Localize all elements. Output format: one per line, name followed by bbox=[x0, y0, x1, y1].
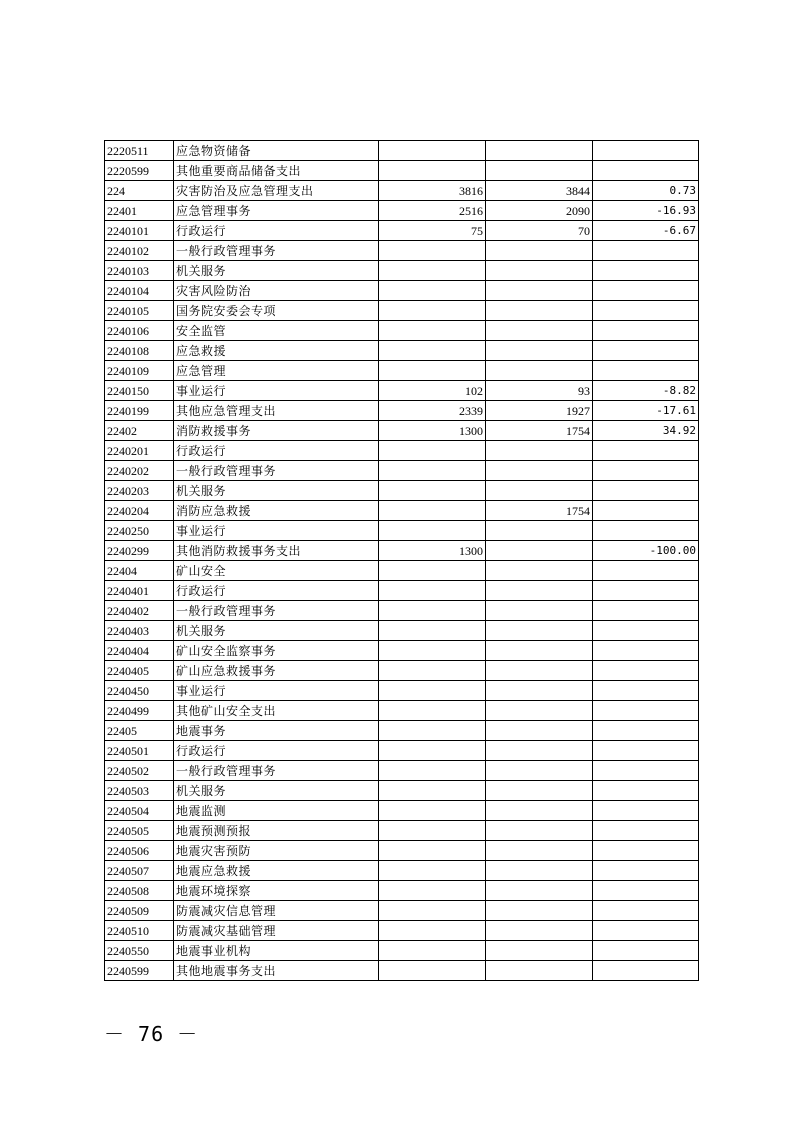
change-percent-cell bbox=[593, 641, 699, 661]
amount-cell-2 bbox=[486, 661, 593, 681]
amount-cell-2 bbox=[486, 581, 593, 601]
code-cell: 2240150 bbox=[105, 381, 174, 401]
amount-cell-2: 1754 bbox=[486, 501, 593, 521]
table-body bbox=[105, 141, 699, 981]
name-cell: 其他地震事务支出 bbox=[174, 961, 379, 981]
code-cell: 2240103 bbox=[105, 261, 174, 281]
amount-cell-1 bbox=[379, 761, 486, 781]
amount-cell-1: 1300 bbox=[379, 421, 486, 441]
change-percent-cell bbox=[593, 341, 699, 361]
amount-cell-2 bbox=[486, 761, 593, 781]
change-percent-cell bbox=[593, 741, 699, 761]
name-cell: 事业运行 bbox=[174, 521, 379, 541]
table-row bbox=[105, 661, 699, 681]
table-row bbox=[105, 881, 699, 901]
amount-cell-2 bbox=[486, 801, 593, 821]
table-row bbox=[105, 701, 699, 721]
table-row bbox=[105, 321, 699, 341]
change-percent-cell: -8.82 bbox=[593, 381, 699, 401]
amount-cell-2 bbox=[486, 241, 593, 261]
change-percent-cell: -6.67 bbox=[593, 221, 699, 241]
code-cell: 2240405 bbox=[105, 661, 174, 681]
name-cell: 应急救援 bbox=[174, 341, 379, 361]
code-cell: 2240108 bbox=[105, 341, 174, 361]
amount-cell-2 bbox=[486, 921, 593, 941]
amount-cell-2 bbox=[486, 161, 593, 181]
table-row bbox=[105, 841, 699, 861]
amount-cell-1 bbox=[379, 841, 486, 861]
change-percent-cell bbox=[593, 561, 699, 581]
change-percent-cell: -17.61 bbox=[593, 401, 699, 421]
name-cell: 一般行政管理事务 bbox=[174, 241, 379, 261]
change-percent-cell bbox=[593, 881, 699, 901]
name-cell: 地震预测预报 bbox=[174, 821, 379, 841]
code-cell: 2240499 bbox=[105, 701, 174, 721]
name-cell: 地震监测 bbox=[174, 801, 379, 821]
amount-cell-1 bbox=[379, 661, 486, 681]
code-cell: 2240105 bbox=[105, 301, 174, 321]
table-row bbox=[105, 401, 699, 421]
name-cell: 矿山安全监察事务 bbox=[174, 641, 379, 661]
change-percent-cell bbox=[593, 721, 699, 741]
change-percent-cell bbox=[593, 301, 699, 321]
code-cell: 2240504 bbox=[105, 801, 174, 821]
code-cell: 2240510 bbox=[105, 921, 174, 941]
table-row bbox=[105, 921, 699, 941]
name-cell: 一般行政管理事务 bbox=[174, 601, 379, 621]
amount-cell-2: 3844 bbox=[486, 181, 593, 201]
amount-cell-1: 1300 bbox=[379, 541, 486, 561]
amount-cell-1 bbox=[379, 161, 486, 181]
amount-cell-2: 93 bbox=[486, 381, 593, 401]
table-row bbox=[105, 561, 699, 581]
amount-cell-2: 2090 bbox=[486, 201, 593, 221]
change-percent-cell bbox=[593, 501, 699, 521]
amount-cell-2 bbox=[486, 521, 593, 541]
code-cell: 2240599 bbox=[105, 961, 174, 981]
amount-cell-2 bbox=[486, 541, 593, 561]
amount-cell-1 bbox=[379, 241, 486, 261]
code-cell: 2240204 bbox=[105, 501, 174, 521]
table-row bbox=[105, 581, 699, 601]
amount-cell-1 bbox=[379, 861, 486, 881]
amount-cell-2 bbox=[486, 681, 593, 701]
amount-cell-1 bbox=[379, 701, 486, 721]
table-row bbox=[105, 821, 699, 841]
amount-cell-2 bbox=[486, 461, 593, 481]
amount-cell-1 bbox=[379, 801, 486, 821]
change-percent-cell bbox=[593, 821, 699, 841]
change-percent-cell bbox=[593, 321, 699, 341]
code-cell: 2240508 bbox=[105, 881, 174, 901]
amount-cell-1: 2516 bbox=[379, 201, 486, 221]
code-cell: 2240203 bbox=[105, 481, 174, 501]
change-percent-cell bbox=[593, 521, 699, 541]
amount-cell-2 bbox=[486, 821, 593, 841]
amount-cell-2 bbox=[486, 741, 593, 761]
table-row bbox=[105, 421, 699, 441]
name-cell: 地震灾害预防 bbox=[174, 841, 379, 861]
name-cell: 其他消防救援事务支出 bbox=[174, 541, 379, 561]
amount-cell-1 bbox=[379, 441, 486, 461]
table-row bbox=[105, 461, 699, 481]
amount-cell-1: 3816 bbox=[379, 181, 486, 201]
amount-cell-2 bbox=[486, 481, 593, 501]
table-row bbox=[105, 161, 699, 181]
amount-cell-1 bbox=[379, 941, 486, 961]
amount-cell-2 bbox=[486, 841, 593, 861]
table-row bbox=[105, 801, 699, 821]
change-percent-cell: -16.93 bbox=[593, 201, 699, 221]
name-cell: 事业运行 bbox=[174, 381, 379, 401]
name-cell: 机关服务 bbox=[174, 481, 379, 501]
amount-cell-2 bbox=[486, 601, 593, 621]
change-percent-cell bbox=[593, 901, 699, 921]
table-row bbox=[105, 681, 699, 701]
change-percent-cell bbox=[593, 261, 699, 281]
amount-cell-1 bbox=[379, 921, 486, 941]
table-row bbox=[105, 721, 699, 741]
name-cell: 机关服务 bbox=[174, 781, 379, 801]
code-cell: 2220599 bbox=[105, 161, 174, 181]
table-row bbox=[105, 621, 699, 641]
code-cell: 2240402 bbox=[105, 601, 174, 621]
name-cell: 其他应急管理支出 bbox=[174, 401, 379, 421]
name-cell: 消防救援事务 bbox=[174, 421, 379, 441]
code-cell: 2240250 bbox=[105, 521, 174, 541]
code-cell: 2240104 bbox=[105, 281, 174, 301]
change-percent-cell bbox=[593, 441, 699, 461]
table-row bbox=[105, 941, 699, 961]
table-row bbox=[105, 781, 699, 801]
code-cell: 22405 bbox=[105, 721, 174, 741]
amount-cell-1 bbox=[379, 781, 486, 801]
amount-cell-1 bbox=[379, 361, 486, 381]
name-cell: 机关服务 bbox=[174, 261, 379, 281]
amount-cell-1 bbox=[379, 601, 486, 621]
change-percent-cell bbox=[593, 161, 699, 181]
table-row bbox=[105, 261, 699, 281]
amount-cell-1: 75 bbox=[379, 221, 486, 241]
table-row bbox=[105, 901, 699, 921]
code-cell: 2240403 bbox=[105, 621, 174, 641]
table-row bbox=[105, 241, 699, 261]
code-cell: 2240450 bbox=[105, 681, 174, 701]
page-number: － 76 － bbox=[104, 1022, 199, 1046]
amount-cell-1 bbox=[379, 521, 486, 541]
table-row bbox=[105, 641, 699, 661]
amount-cell-2 bbox=[486, 641, 593, 661]
change-percent-cell bbox=[593, 681, 699, 701]
change-percent-cell bbox=[593, 481, 699, 501]
table-row bbox=[105, 481, 699, 501]
amount-cell-1 bbox=[379, 261, 486, 281]
change-percent-cell: 34.92 bbox=[593, 421, 699, 441]
amount-cell-2 bbox=[486, 561, 593, 581]
name-cell: 应急管理 bbox=[174, 361, 379, 381]
table-row bbox=[105, 441, 699, 461]
amount-cell-1 bbox=[379, 741, 486, 761]
amount-cell-2 bbox=[486, 621, 593, 641]
code-cell: 2240401 bbox=[105, 581, 174, 601]
name-cell: 事业运行 bbox=[174, 681, 379, 701]
code-cell: 2220511 bbox=[105, 141, 174, 161]
name-cell: 地震事业机构 bbox=[174, 941, 379, 961]
table-row bbox=[105, 221, 699, 241]
change-percent-cell bbox=[593, 661, 699, 681]
name-cell: 地震环境探察 bbox=[174, 881, 379, 901]
name-cell: 行政运行 bbox=[174, 581, 379, 601]
code-cell: 2240199 bbox=[105, 401, 174, 421]
change-percent-cell bbox=[593, 621, 699, 641]
amount-cell-1 bbox=[379, 281, 486, 301]
table-row bbox=[105, 601, 699, 621]
amount-cell-1 bbox=[379, 481, 486, 501]
budget-table bbox=[104, 140, 699, 981]
name-cell: 其他矿山安全支出 bbox=[174, 701, 379, 721]
name-cell: 应急物资储备 bbox=[174, 141, 379, 161]
name-cell: 行政运行 bbox=[174, 221, 379, 241]
change-percent-cell bbox=[593, 801, 699, 821]
name-cell: 消防应急救援 bbox=[174, 501, 379, 521]
amount-cell-2 bbox=[486, 341, 593, 361]
name-cell: 应急管理事务 bbox=[174, 201, 379, 221]
table-row bbox=[105, 741, 699, 761]
code-cell: 2240202 bbox=[105, 461, 174, 481]
amount-cell-2: 70 bbox=[486, 221, 593, 241]
change-percent-cell bbox=[593, 781, 699, 801]
amount-cell-2 bbox=[486, 781, 593, 801]
change-percent-cell bbox=[593, 601, 699, 621]
amount-cell-2 bbox=[486, 901, 593, 921]
change-percent-cell bbox=[593, 701, 699, 721]
change-percent-cell bbox=[593, 581, 699, 601]
amount-cell-2 bbox=[486, 301, 593, 321]
change-percent-cell bbox=[593, 461, 699, 481]
amount-cell-1 bbox=[379, 301, 486, 321]
name-cell: 防震减灾信息管理 bbox=[174, 901, 379, 921]
amount-cell-1 bbox=[379, 641, 486, 661]
code-cell: 2240507 bbox=[105, 861, 174, 881]
amount-cell-1 bbox=[379, 581, 486, 601]
name-cell: 防震减灾基础管理 bbox=[174, 921, 379, 941]
code-cell: 2240550 bbox=[105, 941, 174, 961]
amount-cell-2 bbox=[486, 321, 593, 341]
code-cell: 2240106 bbox=[105, 321, 174, 341]
amount-cell-2 bbox=[486, 281, 593, 301]
table-row bbox=[105, 501, 699, 521]
table-row bbox=[105, 761, 699, 781]
change-percent-cell bbox=[593, 921, 699, 941]
table-row bbox=[105, 281, 699, 301]
amount-cell-1 bbox=[379, 881, 486, 901]
code-cell: 2240501 bbox=[105, 741, 174, 761]
name-cell: 安全监管 bbox=[174, 321, 379, 341]
code-cell: 2240502 bbox=[105, 761, 174, 781]
name-cell: 机关服务 bbox=[174, 621, 379, 641]
table-row bbox=[105, 181, 699, 201]
code-cell: 2240109 bbox=[105, 361, 174, 381]
amount-cell-2 bbox=[486, 701, 593, 721]
amount-cell-1 bbox=[379, 901, 486, 921]
table-row bbox=[105, 541, 699, 561]
amount-cell-2 bbox=[486, 361, 593, 381]
code-cell: 2240101 bbox=[105, 221, 174, 241]
amount-cell-1 bbox=[379, 621, 486, 641]
code-cell: 2240509 bbox=[105, 901, 174, 921]
name-cell: 国务院安委会专项 bbox=[174, 301, 379, 321]
table-row bbox=[105, 381, 699, 401]
code-cell: 2240404 bbox=[105, 641, 174, 661]
code-cell: 22404 bbox=[105, 561, 174, 581]
amount-cell-1 bbox=[379, 821, 486, 841]
change-percent-cell bbox=[593, 961, 699, 981]
amount-cell-2: 1754 bbox=[486, 421, 593, 441]
name-cell: 矿山应急救援事务 bbox=[174, 661, 379, 681]
amount-cell-1 bbox=[379, 961, 486, 981]
change-percent-cell: -100.00 bbox=[593, 541, 699, 561]
name-cell: 灾害防治及应急管理支出 bbox=[174, 181, 379, 201]
table-row bbox=[105, 521, 699, 541]
amount-cell-2 bbox=[486, 961, 593, 981]
amount-cell-2 bbox=[486, 881, 593, 901]
change-percent-cell bbox=[593, 241, 699, 261]
code-cell: 22401 bbox=[105, 201, 174, 221]
code-cell: 2240299 bbox=[105, 541, 174, 561]
amount-cell-2 bbox=[486, 141, 593, 161]
amount-cell-1 bbox=[379, 341, 486, 361]
amount-cell-2 bbox=[486, 861, 593, 881]
amount-cell-2: 1927 bbox=[486, 401, 593, 421]
name-cell: 一般行政管理事务 bbox=[174, 761, 379, 781]
table-row bbox=[105, 301, 699, 321]
change-percent-cell bbox=[593, 361, 699, 381]
change-percent-cell bbox=[593, 761, 699, 781]
table-row bbox=[105, 141, 699, 161]
name-cell: 地震事务 bbox=[174, 721, 379, 741]
code-cell: 2240506 bbox=[105, 841, 174, 861]
amount-cell-2 bbox=[486, 721, 593, 741]
amount-cell-1 bbox=[379, 321, 486, 341]
change-percent-cell bbox=[593, 861, 699, 881]
amount-cell-2 bbox=[486, 941, 593, 961]
code-cell: 2240505 bbox=[105, 821, 174, 841]
name-cell: 灾害风险防治 bbox=[174, 281, 379, 301]
code-cell: 224 bbox=[105, 181, 174, 201]
amount-cell-1 bbox=[379, 501, 486, 521]
name-cell: 其他重要商品储备支出 bbox=[174, 161, 379, 181]
amount-cell-1: 102 bbox=[379, 381, 486, 401]
amount-cell-1: 2339 bbox=[379, 401, 486, 421]
change-percent-cell bbox=[593, 841, 699, 861]
amount-cell-1 bbox=[379, 721, 486, 741]
code-cell: 2240201 bbox=[105, 441, 174, 461]
amount-cell-1 bbox=[379, 141, 486, 161]
amount-cell-1 bbox=[379, 561, 486, 581]
code-cell: 2240503 bbox=[105, 781, 174, 801]
table-row bbox=[105, 361, 699, 381]
name-cell: 矿山安全 bbox=[174, 561, 379, 581]
amount-cell-1 bbox=[379, 461, 486, 481]
table-row bbox=[105, 961, 699, 981]
amount-cell-2 bbox=[486, 261, 593, 281]
change-percent-cell bbox=[593, 941, 699, 961]
table-row bbox=[105, 201, 699, 221]
name-cell: 一般行政管理事务 bbox=[174, 461, 379, 481]
table-row bbox=[105, 341, 699, 361]
change-percent-cell: 0.73 bbox=[593, 181, 699, 201]
table-row bbox=[105, 861, 699, 881]
code-cell: 2240102 bbox=[105, 241, 174, 261]
name-cell: 行政运行 bbox=[174, 441, 379, 461]
change-percent-cell bbox=[593, 281, 699, 301]
code-cell: 22402 bbox=[105, 421, 174, 441]
name-cell: 地震应急救援 bbox=[174, 861, 379, 881]
amount-cell-1 bbox=[379, 681, 486, 701]
change-percent-cell bbox=[593, 141, 699, 161]
amount-cell-2 bbox=[486, 441, 593, 461]
name-cell: 行政运行 bbox=[174, 741, 379, 761]
